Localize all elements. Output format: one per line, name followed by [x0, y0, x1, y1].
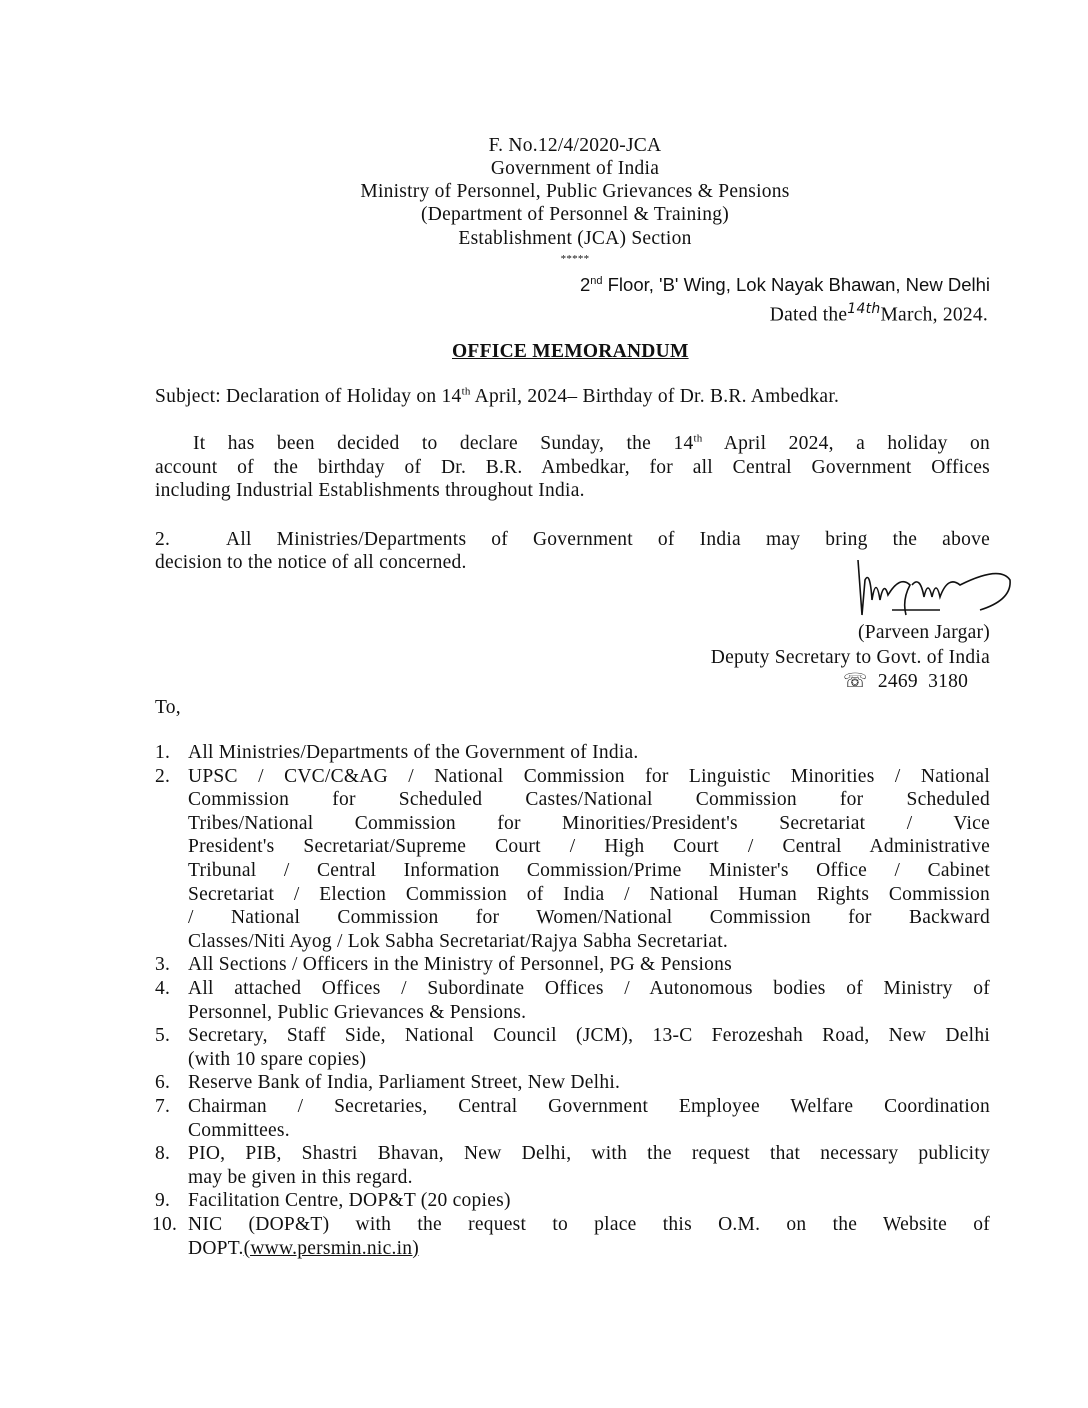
recipient-number: 10. — [152, 1214, 178, 1235]
recipient-line: UPSC / CVC/C&AG / National Commission for Linguistic Minorities / National — [188, 765, 990, 787]
recipient-number: 2. — [155, 765, 171, 787]
recipient-number: 4. — [155, 978, 171, 999]
para2-line1: All Ministries/Departments of Government of India may bring the above — [226, 529, 990, 550]
para1-text-end: April 2024, a holiday on — [702, 433, 991, 454]
para1-line3: including Industrial Establishments throughout India. — [155, 480, 585, 501]
recipient-line: All Sections / Officers in the Ministry of Personnel, PG & Pensions — [188, 954, 732, 976]
stars-separator: ***** — [560, 253, 590, 265]
subject-text: Subject: Declaration of Holiday on 14 — [155, 386, 462, 407]
recipient-number: 9. — [155, 1190, 171, 1212]
recipient-line: Tribes/National Commission for Minorities/President's Secretariat / Vice — [188, 812, 990, 834]
recipient-line: Facilitation Centre, DOP&T (20 copies) — [188, 1190, 511, 1212]
recipient-number: 3. — [155, 954, 171, 976]
website-prefix: DOPT. — [188, 1237, 244, 1259]
recipient-line: Classes/Niti Ayog / Lok Sabha Secretariat/Rajya Sabha Secretariat. — [188, 930, 728, 952]
recipient-line: may be given in this regard. — [188, 1166, 413, 1188]
recipient-number: 1. — [155, 742, 171, 763]
recipient-number: 6. — [155, 1072, 171, 1094]
address-floor: 2 — [579, 274, 591, 295]
recipient-line: Secretariat / Election Commission of India / National Human Rights Commission — [188, 883, 990, 905]
recipient-number: 5. — [155, 1025, 171, 1047]
telephone-icon: ☏ — [843, 671, 868, 692]
dated-suffix: March, 2024. — [880, 304, 988, 326]
phone-number: 2469 3180 — [877, 671, 969, 692]
recipient-line — [188, 1238, 419, 1260]
govt-line: Government of India — [490, 158, 660, 179]
recipient-line: Committees. — [188, 1119, 290, 1141]
handwritten-day: 14th — [847, 301, 881, 317]
signatory-designation: Deputy Secretary to Govt. of India — [710, 647, 990, 668]
signatory-name: (Parveen Jargar) — [858, 622, 990, 643]
recipient-line: Secretary, Staff Side, National Council (JCM), 13-C Ferozeshah Road, New Delhi — [188, 1025, 990, 1047]
recipient-line: Personnel, Public Grievances & Pensions. — [188, 1001, 527, 1023]
para2-line2: decision to the notice of all concerned. — [155, 552, 467, 573]
para1-line1 — [193, 433, 990, 455]
file-number: F. No.12/4/2020-JCA — [488, 135, 662, 156]
para1-line2: account of the birthday of Dr. B.R. Ambedkar, for all Central Government Offices — [155, 457, 990, 478]
section-line: Establishment (JCA) Section — [458, 228, 692, 249]
para1-sup: th — [693, 432, 703, 445]
address-line — [580, 274, 990, 296]
recipient-line: Tribunal / Central Information Commission/Prime Minister's Office / Cabinet — [188, 860, 990, 881]
department-line: (Department of Personnel & Training) — [421, 204, 729, 225]
para1-text: It has been decided to declare Sunday, the 14 — [193, 433, 694, 454]
recipient-line: PIO, PIB, Shastri Bhavan, New Delhi, with the request that necessary publicity — [188, 1143, 990, 1165]
para2-number: 2. — [155, 529, 171, 550]
recipient-number: 7. — [155, 1096, 171, 1117]
memo-title: OFFICE MEMORANDUM — [452, 341, 689, 362]
address-text: Floor, 'B' Wing, Lok Nayak Bhawan, New Delhi — [602, 274, 990, 295]
recipient-line: Reserve Bank of India, Parliament Street, New Delhi. — [188, 1072, 621, 1094]
recipient-line: (with 10 spare copies) — [188, 1048, 367, 1070]
recipient-line: Commission for Scheduled Castes/National Commission for Scheduled — [188, 789, 990, 811]
website-link[interactable]: (www.persmin.nic.in) — [243, 1237, 420, 1259]
subject-sup: th — [461, 385, 471, 398]
to-label: To, — [155, 697, 181, 718]
recipient-line: All attached Offices / Subordinate Offices / Autonomous bodies of Ministry of — [188, 978, 990, 999]
recipient-line: / National Commission for Women/National Commission for Backward — [188, 907, 990, 929]
dated-prefix: Dated the — [769, 304, 848, 326]
recipient-line: All Ministries/Departments of the Government of India. — [188, 742, 639, 763]
address-sup: nd — [590, 274, 603, 287]
dated-line — [770, 298, 988, 327]
ministry-line: Ministry of Personnel, Public Grievances & Pensions — [360, 181, 790, 202]
recipient-line: NIC (DOP&T) with the request to place this O.M. on the Website of — [188, 1214, 990, 1235]
signature — [840, 555, 1020, 630]
subject-line — [155, 386, 839, 408]
recipient-number: 8. — [155, 1143, 171, 1165]
signatory-phone-line — [843, 671, 968, 693]
recipient-line: President's Secretariat/Supreme Court / High Court / Central Administrative — [188, 836, 990, 858]
subject-text-end: April, 2024– Birthday of Dr. B.R. Ambedkar. — [470, 386, 840, 407]
recipient-line: Chairman / Secretaries, Central Government Employee Welfare Coordination — [188, 1096, 990, 1117]
